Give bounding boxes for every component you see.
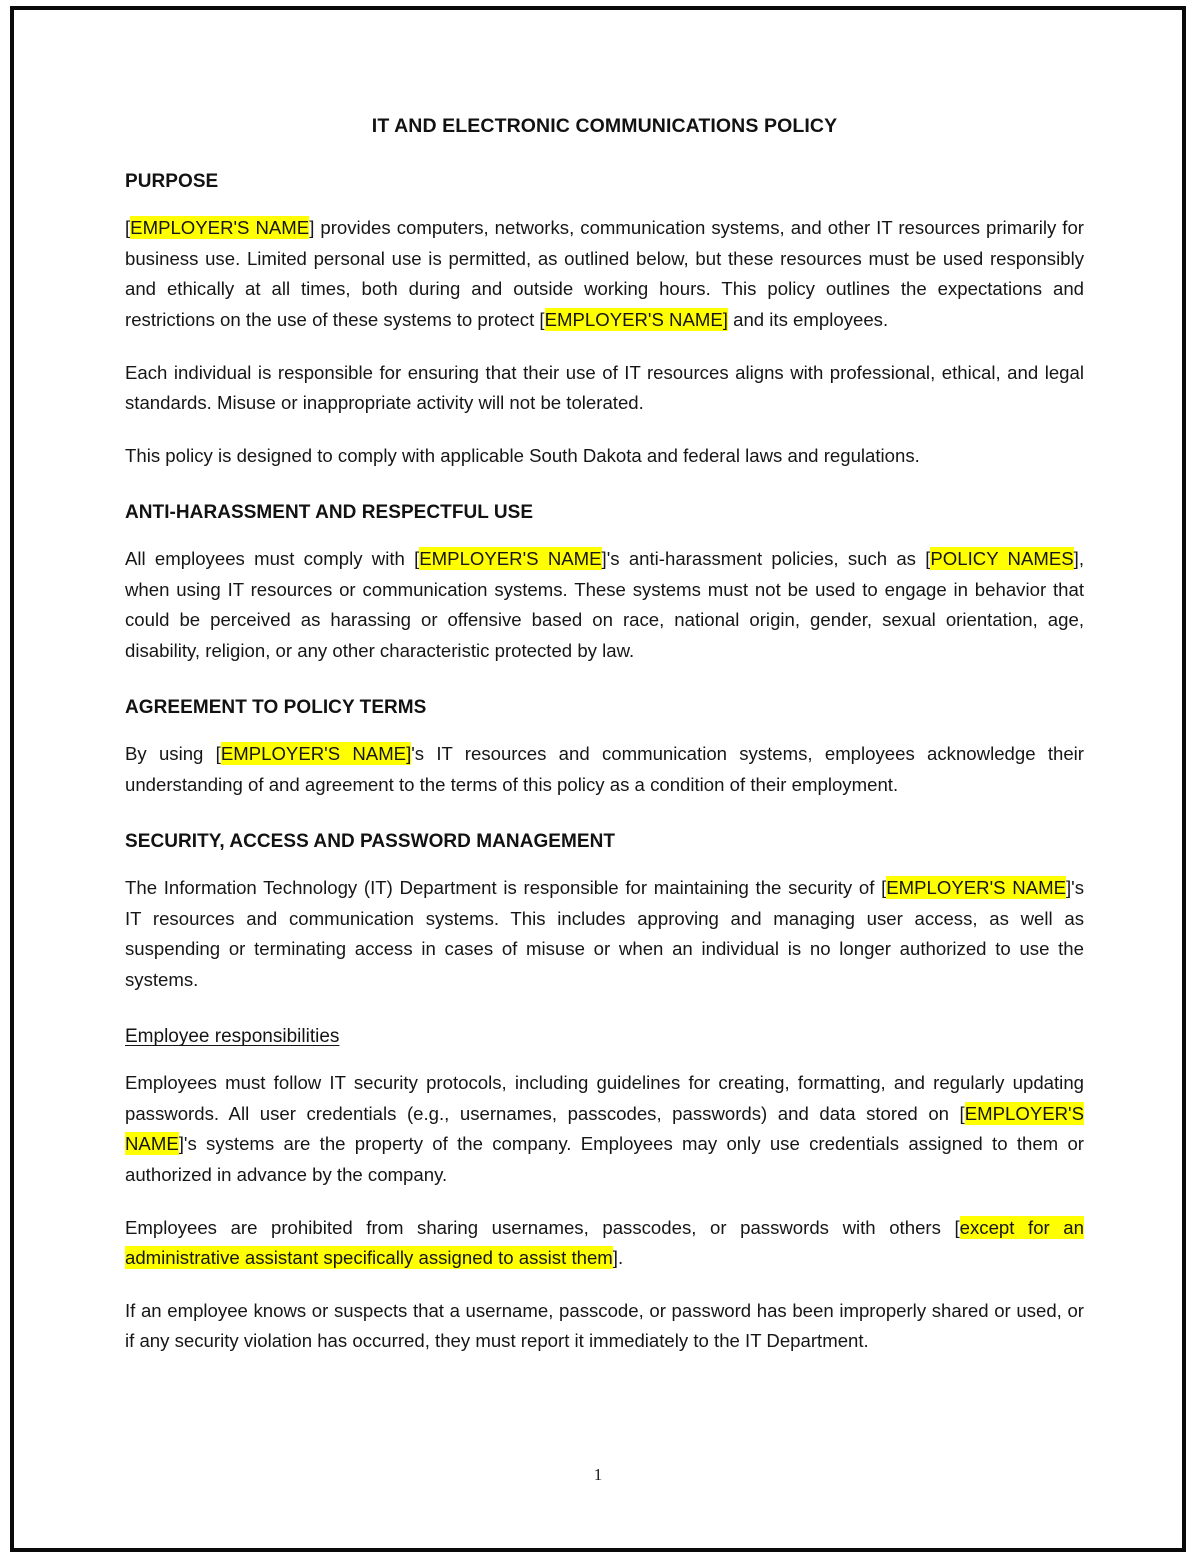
section-heading-security: SECURITY, ACCESS AND PASSWORD MANAGEMENT xyxy=(125,831,616,853)
subheading-employee-responsibilities: Employee responsibilities xyxy=(125,1026,340,1048)
text-fragment: ]'s systems are the property of the company. Employees may only use credentials assigned to them or authorized in advance by the company. xyxy=(125,1133,1084,1186)
paragraph-agreement-1 xyxy=(125,739,1084,800)
paragraph-security-2 xyxy=(125,1068,1084,1190)
highlight-employer-name: EMPLOYER'S NAME xyxy=(419,548,602,570)
document-page xyxy=(14,10,1182,1548)
highlight-employer-name: EMPLOYER'S NAME xyxy=(130,217,310,239)
text-fragment: ] provides computers, networks, communication systems, and other IT resources primarily for business use. Limited personal use is permitted, as outlined below, but these resources must be used responsibly and ethically at all times, both during and outside working hours. This policy outlines the expectations and restrictions on the use of these systems to protect [ xyxy=(125,217,1084,330)
text-fragment: ]. xyxy=(612,1247,624,1269)
scanned-page-frame xyxy=(10,6,1186,1552)
paragraph-purpose-2: Each individual is responsible for ensuring that their use of IT resources aligns with professional, ethical, and legal standards. Misuse or inappropriate activity will not be tolerated. xyxy=(125,361,1084,414)
text-fragment: 's IT resources and communication systems, employees acknowledge their understanding of and agreement to the terms of this policy as a condition of their employment. xyxy=(125,743,1084,795)
text-fragment: Employees are prohibited from sharing usernames, passcodes, or passwords with others [ xyxy=(125,1216,960,1238)
paragraph-purpose-3: This policy is designed to comply with applicable South Dakota and federal laws and regulations. xyxy=(125,444,920,466)
paragraph-security-4: If an employee knows or suspects that a username, passcode, or password has been improperly shared or used, or if any security violation has occurred, they must report it immediately to the IT Department. xyxy=(125,1299,1084,1352)
text-fragment: ], when using IT resources or communication systems. These systems must not be used to engage in behavior that could be perceived as harassing or offensive based on race, national origin, gender, sexual orientation, age, disability, religion, or any other characteristic protected by law. xyxy=(125,548,1084,661)
paragraph-purpose-1 xyxy=(125,213,1084,335)
text-fragment: [ xyxy=(125,217,131,239)
highlight-employer-name: EMPLOYER'S NAME xyxy=(886,877,1066,899)
text-fragment: All employees must comply with [ xyxy=(125,548,420,570)
text-fragment: and its employees. xyxy=(727,308,889,330)
text-fragment: ]'s IT resources and communication systems. This includes approving and managing user access, as well as suspending or terminating access in cases of misuse or when an individual is no longer authorized to use the systems. xyxy=(125,877,1084,990)
paragraph-security-1 xyxy=(125,873,1084,995)
highlight-employer-name: EMPLOYER'S NAME xyxy=(125,1102,1084,1155)
highlight-employer-name: EMPLOYER'S NAME] xyxy=(220,743,412,765)
section-heading-agreement: AGREEMENT TO POLICY TERMS xyxy=(125,697,427,719)
section-heading-anti-harassment: ANTI-HARASSMENT AND RESPECTFUL USE xyxy=(125,502,534,524)
page-number: 1 xyxy=(593,1465,603,1484)
document-body xyxy=(125,115,1084,1379)
text-fragment: By using [ xyxy=(125,743,221,765)
highlight-policy-names: POLICY NAMES xyxy=(930,548,1074,570)
text-fragment: ]'s anti-harassment policies, such as [ xyxy=(601,548,931,570)
section-heading-purpose: PURPOSE xyxy=(125,171,219,193)
paragraph-security-3 xyxy=(125,1213,1084,1274)
text-fragment: Employees must follow IT security protocols, including guidelines for creating, formatting, and regularly updating passwords. All user credentials (e.g., usernames, passcodes, passwords) and data stored on [ xyxy=(125,1072,1084,1124)
highlight-employer-name: EMPLOYER'S NAME] xyxy=(544,308,728,330)
document-title: IT AND ELECTRONIC COMMUNICATIONS POLICY xyxy=(371,115,838,137)
paragraph-anti-harassment-1 xyxy=(125,544,1084,666)
highlight-admin-assistant-exception: except for an administrative assistant specifically assigned to assist them xyxy=(125,1216,1084,1269)
text-fragment: The Information Technology (IT) Department is responsible for maintaining the security of [ xyxy=(125,877,887,899)
